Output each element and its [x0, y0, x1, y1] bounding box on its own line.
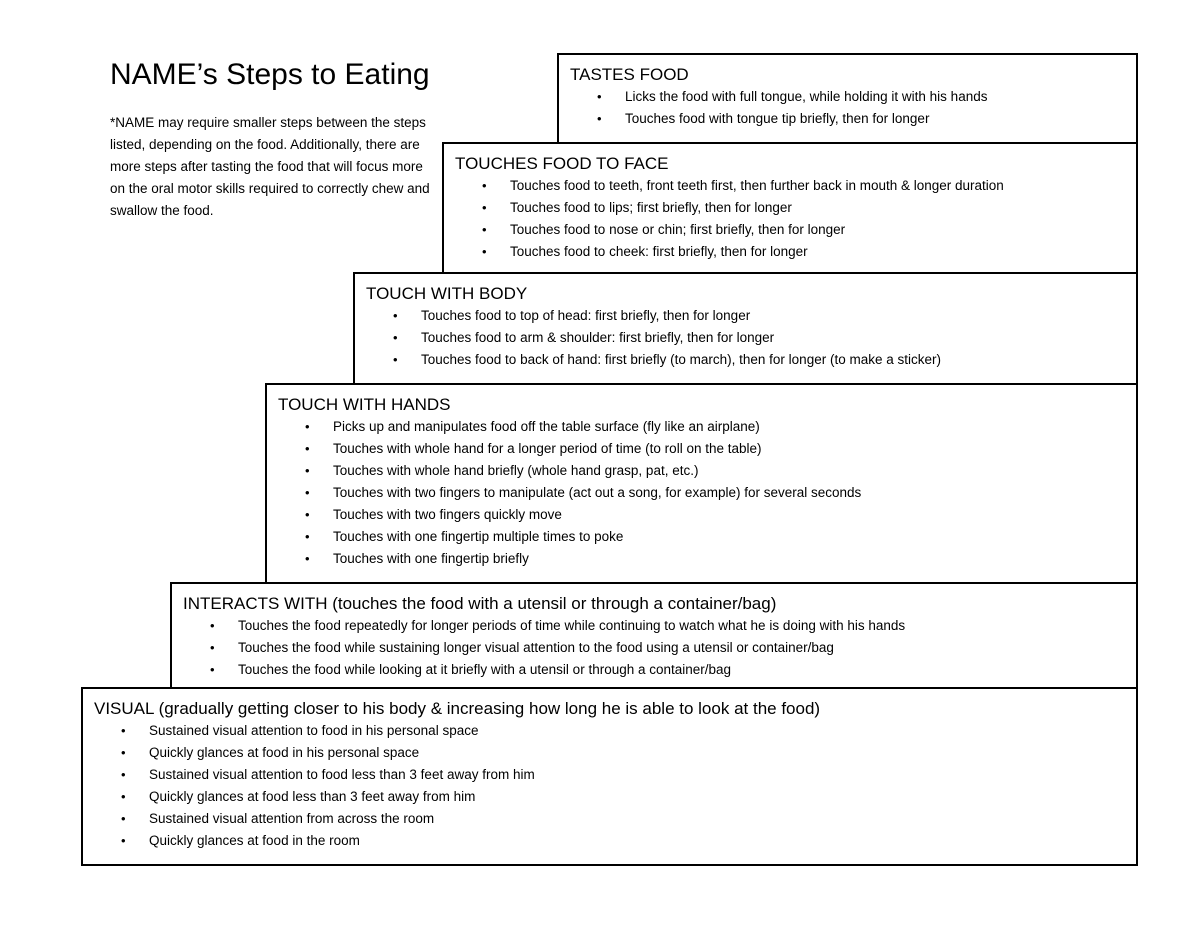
bullet-icon: • [482, 200, 487, 215]
list-item-text: Touches food to nose or chin; first briefly, then for longer [510, 222, 846, 237]
step-visual [81, 687, 1138, 866]
list-item-text: Sustained visual attention to food in his personal space [149, 723, 479, 738]
step-interacts-with [170, 582, 1138, 689]
list-item [305, 548, 1136, 570]
list-item-text: Quickly glances at food in the room [149, 833, 360, 848]
bullet-icon: • [210, 662, 215, 677]
step-heading: VISUAL (gradually getting closer to his body & increasing how long he is able to look at the food) [94, 699, 821, 718]
list-item [305, 416, 1136, 438]
list-item-text: Touches food to lips; first briefly, then for longer [510, 200, 792, 215]
bullet-icon: • [305, 507, 310, 522]
bullet-icon: • [121, 723, 126, 738]
step-list [305, 416, 1136, 570]
bullet-icon: • [393, 352, 398, 367]
list-item-text: Picks up and manipulates food off the table surface (fly like an airplane) [333, 419, 760, 434]
list-item-text: Quickly glances at food in his personal space [149, 745, 420, 760]
list-item-text: Touches the food while looking at it briefly with a utensil or through a container/bag [238, 662, 732, 677]
list-item [121, 808, 1136, 830]
step-list [393, 305, 1136, 371]
list-item-text: Touches with whole hand briefly (whole hand grasp, pat, etc.) [333, 463, 699, 478]
step-heading: TOUCH WITH HANDS [278, 395, 451, 414]
step-list [482, 175, 1136, 263]
list-item-text: Touches with two fingers quickly move [333, 507, 562, 522]
list-item [482, 241, 1136, 263]
list-item-text: Sustained visual attention from across the room [149, 811, 435, 826]
list-item [393, 327, 1136, 349]
step-touches-food-to-face [442, 142, 1138, 274]
bullet-icon: • [393, 308, 398, 323]
bullet-icon: • [210, 618, 215, 633]
list-item [121, 742, 1136, 764]
bullet-icon: • [305, 485, 310, 500]
list-item [597, 86, 1136, 108]
bullet-icon: • [305, 441, 310, 456]
list-item-text: Touches with one fingertip multiple times to poke [333, 529, 624, 544]
bullet-icon: • [121, 745, 126, 760]
bullet-icon: • [210, 640, 215, 655]
list-item [305, 526, 1136, 548]
list-item [210, 659, 1136, 681]
step-list [121, 720, 1136, 852]
bullet-icon: • [393, 330, 398, 345]
list-item-text: Quickly glances at food less than 3 feet away from him [149, 789, 476, 804]
list-item [305, 482, 1136, 504]
list-item [393, 305, 1136, 327]
list-item [482, 197, 1136, 219]
step-list [210, 615, 1136, 681]
list-item-text: Sustained visual attention to food less than 3 feet away from him [149, 767, 535, 782]
list-item-text: Licks the food with full tongue, while holding it with his hands [625, 89, 988, 104]
list-item [121, 830, 1136, 852]
list-item-text: Touches with one fingertip briefly [333, 551, 529, 566]
list-item-text: Touches the food repeatedly for longer periods of time while continuing to watch what he is doing with his hands [238, 618, 906, 633]
bullet-icon: • [597, 89, 602, 104]
bullet-icon: • [482, 178, 487, 193]
list-item [305, 438, 1136, 460]
list-item-text: Touches food to cheek: first briefly, then for longer [510, 244, 808, 259]
list-item [305, 460, 1136, 482]
bullet-icon: • [121, 789, 126, 804]
bullet-icon: • [121, 767, 126, 782]
list-item [482, 219, 1136, 241]
list-item [210, 615, 1136, 637]
list-item-text: Touches food to arm & shoulder: first briefly, then for longer [421, 330, 775, 345]
bullet-icon: • [305, 463, 310, 478]
step-heading: INTERACTS WITH (touches the food with a utensil or through a container/bag) [183, 594, 777, 613]
list-item [121, 720, 1136, 742]
list-item-text: Touches food to back of hand: first briefly (to march), then for longer (to make a sticker) [421, 352, 941, 367]
step-heading: TASTES FOOD [570, 65, 689, 84]
bullet-icon: • [482, 244, 487, 259]
bullet-icon: • [121, 833, 126, 848]
list-item [305, 504, 1136, 526]
list-item-text: Touches with two fingers to manipulate (act out a song, for example) for several seconds [333, 485, 862, 500]
list-item [210, 637, 1136, 659]
list-item-text: Touches the food while sustaining longer visual attention to the food using a utensil or container/bag [238, 640, 834, 655]
bullet-icon: • [305, 419, 310, 434]
step-tastes-food [557, 53, 1138, 144]
bullet-icon: • [482, 222, 487, 237]
list-item-text: Touches with whole hand for a longer period of time (to roll on the table) [333, 441, 762, 456]
list-item [121, 764, 1136, 786]
bullet-icon: • [121, 811, 126, 826]
bullet-icon: • [597, 111, 602, 126]
bullet-icon: • [305, 551, 310, 566]
step-heading: TOUCHES FOOD TO FACE [455, 154, 669, 173]
list-item-text: Touches food to teeth, front teeth first, then further back in mouth & longer duration [510, 178, 1004, 193]
note-text: *NAME may require smaller steps between the steps listed, depending on the food. Additionally, there are more steps after tasting the food that will focus more on the oral motor skills required to correctly chew and swallow the food. [110, 115, 430, 218]
list-item-text: Touches food to top of head: first briefly, then for longer [421, 308, 751, 323]
step-touch-with-hands [265, 383, 1138, 584]
step-list [597, 86, 1136, 130]
list-item-text: Touches food with tongue tip briefly, then for longer [625, 111, 930, 126]
list-item [121, 786, 1136, 808]
page-title: NAME’s Steps to Eating [110, 58, 430, 91]
list-item [393, 349, 1136, 371]
list-item [597, 108, 1136, 130]
list-item [482, 175, 1136, 197]
step-heading: TOUCH WITH BODY [366, 284, 528, 303]
step-touch-with-body [353, 272, 1138, 385]
bullet-icon: • [305, 529, 310, 544]
